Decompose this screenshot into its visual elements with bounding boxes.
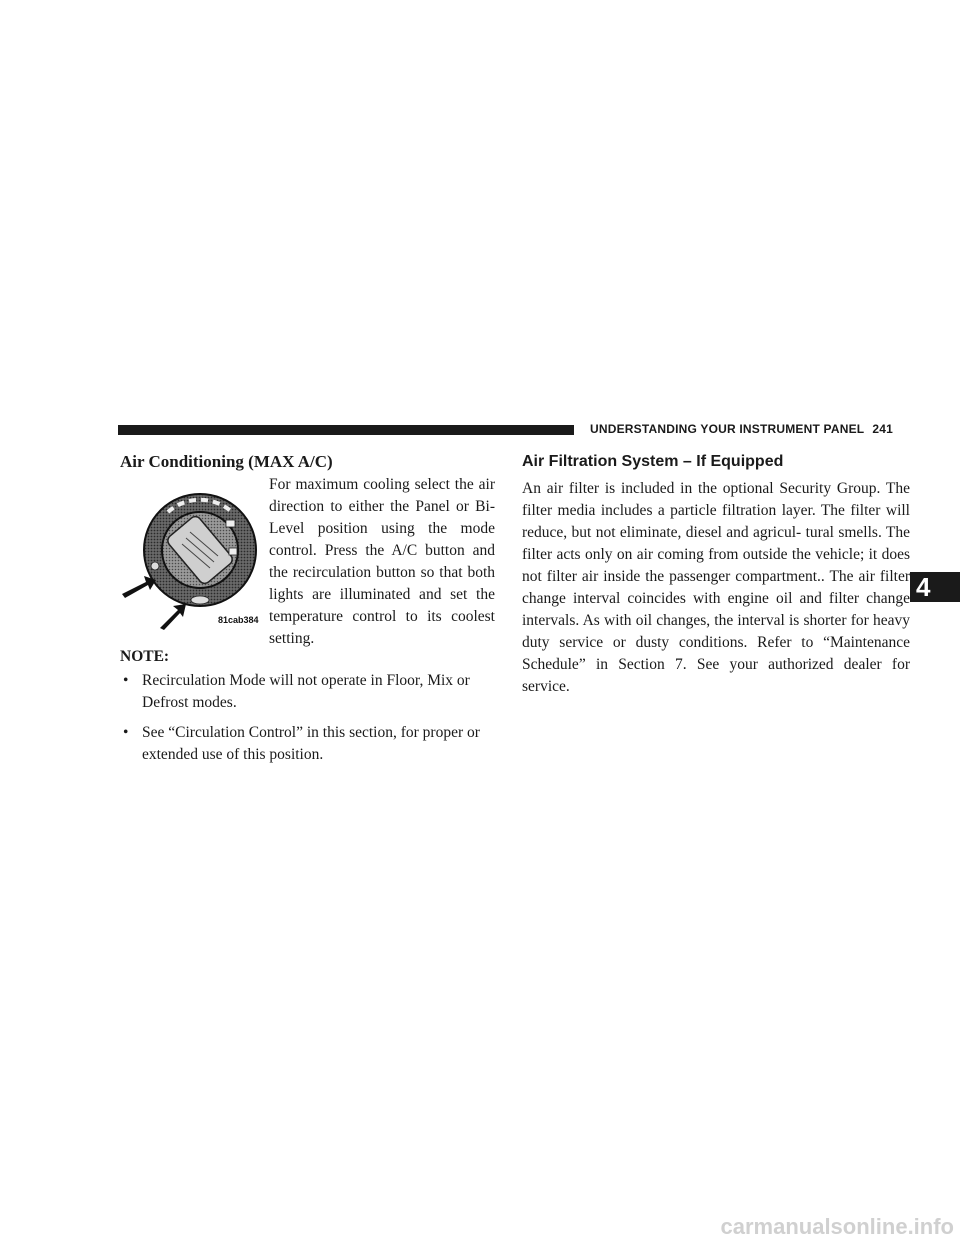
- climate-control-knob-illustration: [120, 490, 265, 630]
- section-tab: 4: [910, 572, 960, 602]
- page-number: 241: [872, 422, 893, 436]
- list-item: [120, 722, 495, 766]
- header-rule: [118, 425, 574, 435]
- air-filtration-body: An air filter is included in the optional Security Group. The filter media includes a particle filtration layer. The filter will reduce, but not eliminate, diesel and agricul- tural smells. The filter acts only on air coming from outside the vehicle; it does not filter air inside the passenger compartment.. The air filter change interval coincides with engine oil and filter change intervals. As with oil changes, the interval is shorter for heavy duty service or dusty conditions. Refer to “Maintenance Schedule” in Section 7. See your authorized dealer for service.: [522, 480, 910, 695]
- list-item: [120, 670, 495, 714]
- bullet-icon: •: [123, 724, 129, 741]
- note-label: NOTE:: [120, 648, 170, 665]
- left-column: [120, 452, 495, 774]
- header-title: UNDERSTANDING YOUR INSTRUMENT PANEL: [590, 422, 865, 436]
- watermark-text: carmanualsonline.info: [720, 1214, 954, 1239]
- bullet-icon: •: [123, 672, 129, 689]
- max-ac-intro: For maximum cooling select the air direction to either the Panel or Bi-Level position using the mode control. Press the A/C button and the recirculation button so that both lights are illuminated and set the temperature control to its coolest setting.: [269, 476, 495, 647]
- note-bullets: [120, 670, 495, 766]
- running-header: [590, 422, 910, 436]
- figure-code: 81cab384: [218, 615, 259, 625]
- air-filtration-heading: Air Filtration System – If Equipped: [522, 453, 784, 470]
- max-ac-figure-block: [120, 472, 495, 647]
- max-ac-heading: Air Conditioning (MAX A/C): [120, 452, 333, 471]
- right-column: [522, 452, 910, 698]
- bullet-text: See “Circulation Control” in this section, for proper or extended use of this position.: [142, 724, 480, 763]
- bullet-text: Recirculation Mode will not operate in Floor, Mix or Defrost modes.: [142, 672, 470, 711]
